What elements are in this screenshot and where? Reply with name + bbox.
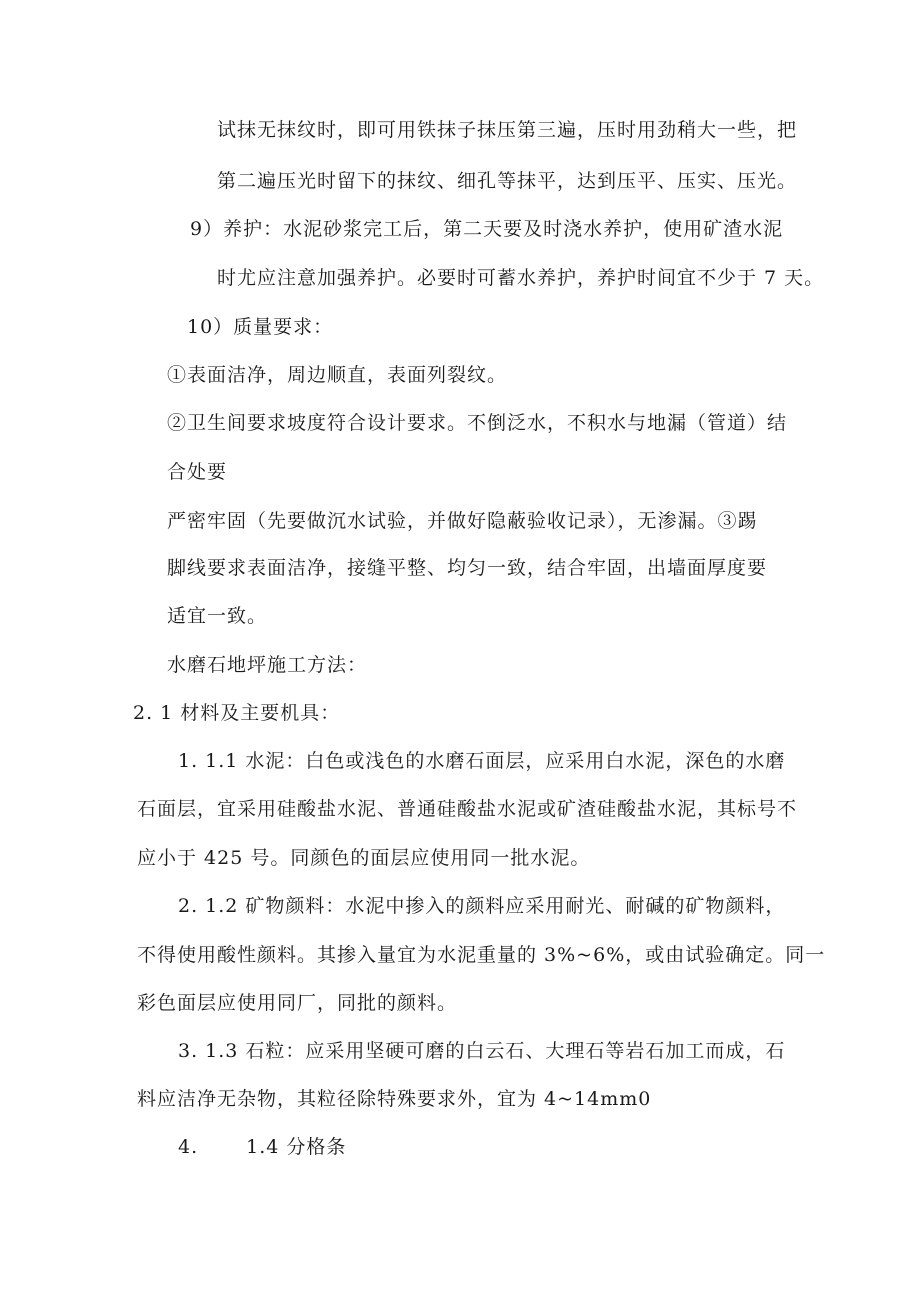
text-line-3: 9）养护：水泥砂浆完工后，第二天要及时浇水养护，使用矿渣水泥: [190, 218, 784, 240]
text-line-22: [178, 1134, 346, 1160]
text-line-11: 适宜一致。: [167, 605, 268, 627]
text-line-16: 应小于 425 号。同颜色的面层应使用同一批水泥。: [137, 847, 591, 869]
text-line-7: ②卫生间要求坡度符合设计要求。不倒泛水，不积水与地漏（管道）结: [167, 412, 788, 434]
item-number: 4.: [178, 1136, 199, 1158]
text-line-13: 2. 1 材料及主要机具：: [133, 702, 341, 724]
text-line-2: 第二遍压光时留下的抹纹、细孔等抹平，达到压平、压实、压光。: [217, 170, 798, 192]
text-line-18: 不得使用酸性颜料。其掺入量宜为水泥重量的 3%~6%，或由试验确定。同一: [137, 944, 826, 966]
text-line-19: 彩色面层应使用同厂，同批的颜料。: [137, 992, 458, 1014]
text-line-6: ①表面洁净，周边顺直，表面列裂纹。: [167, 364, 508, 386]
text-line-14: 1. 1.1 水泥：白色或浅色的水磨石面层，应采用白水泥，深色的水磨: [178, 750, 786, 772]
text-line-1: 试抹无抹纹时，即可用铁抹子抹压第三遍，压时用劲稍大一些，把: [217, 119, 798, 141]
text-line-8: 合处要: [167, 461, 228, 483]
item-text: 1.4 分格条: [246, 1136, 347, 1158]
text-line-5: 10）质量要求：: [187, 316, 334, 338]
text-line-20: 3. 1.3 石粒：应采用坚硬可磨的白云石、大理石等岩石加工而成，石: [178, 1040, 786, 1062]
text-line-9: 严密牢固（先要做沉水试验，并做好隐蔽验收记录），无渗漏。③踢: [167, 510, 758, 532]
text-line-15: 石面层，宜采用硅酸盐水泥、普通硅酸盐水泥或矿渣硅酸盐水泥，其标号不: [137, 798, 798, 820]
text-line-17: 2. 1.2 矿物颜料：水泥中掺入的颜料应采用耐光、耐碱的矿物颜料，: [178, 895, 786, 917]
text-line-4: 时尤应注意加强养护。必要时可蓄水养护，养护时间宜不少于 7 天。: [217, 267, 825, 289]
text-line-21: 料应洁净无杂物，其粒径除特殊要求外，宜为 4~14mm0: [137, 1088, 652, 1110]
text-line-12: 水磨石地坪施工方法：: [167, 654, 368, 676]
text-line-10: 脚线要求表面洁净，接缝平整、均匀一致，结合牢固，出墙面厚度要: [167, 557, 768, 579]
